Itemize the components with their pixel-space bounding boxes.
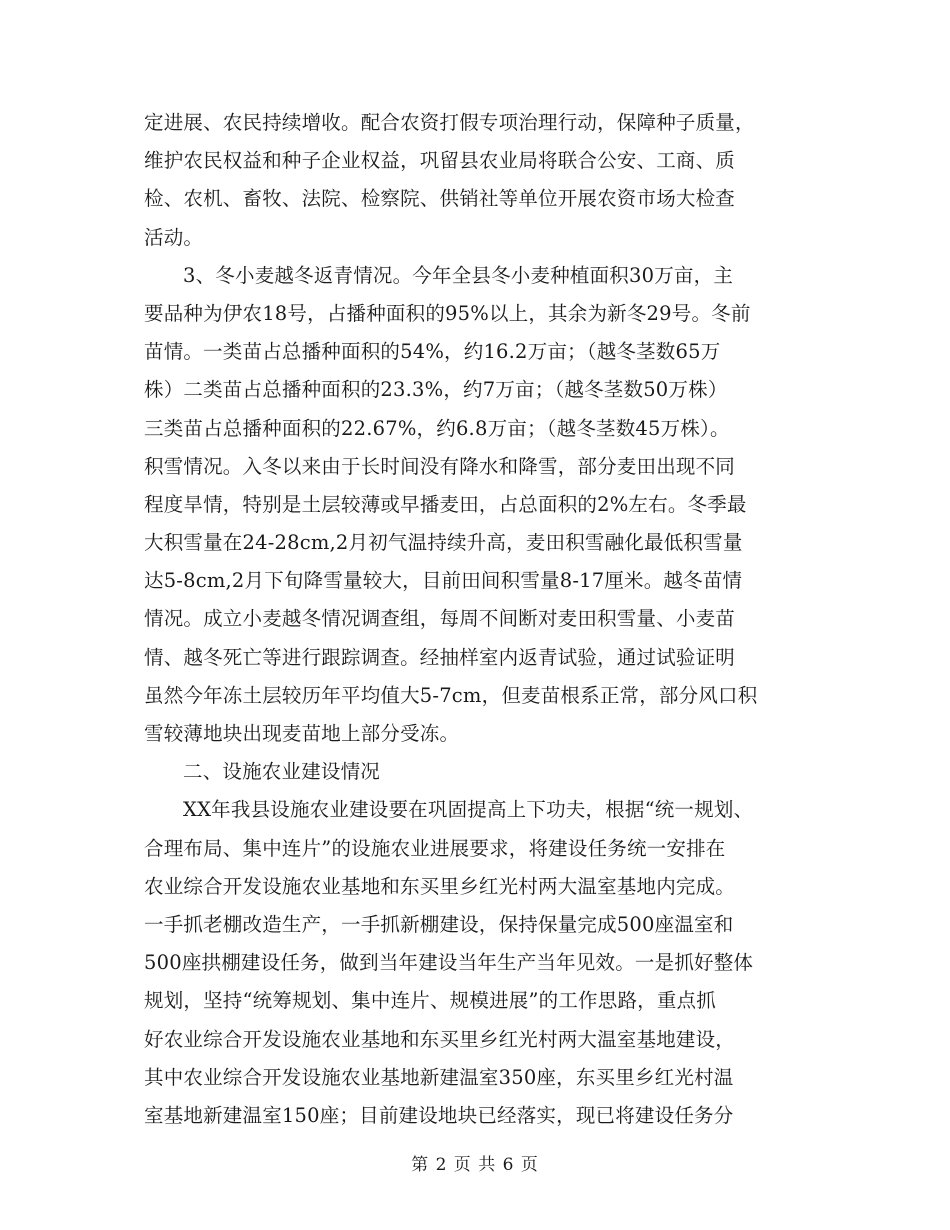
text-line: 要品种为伊农18号，占播种面积的95%以上，其余为新冬29号。冬前 <box>144 301 751 325</box>
text-line: 达5-8cm,2月下旬降雪量较大，目前田间积雪量8-17厘米。越冬苗情 <box>144 569 743 593</box>
section-heading: 二、设施农业建设情况 <box>183 760 381 784</box>
page-number-footer: 第 2 页 共 6 页 <box>411 1155 539 1175</box>
text-line: 三类苗占总播种面积的22.67%，约6.8万亩；（越冬茎数45万株）。 <box>144 416 730 440</box>
text-line: 其中农业综合开发设施农业基地新建温室350座，东买里乡红光村温 <box>144 1065 734 1089</box>
text-line: 大积雪量在24-28cm,2月初气温持续升高，麦田积雪融化最低积雪量 <box>144 531 743 555</box>
text-line: 雪较薄地块出现麦苗地上部分受冻。 <box>144 722 460 745</box>
text-line: 维护农民权益和种子企业权益，巩留县农业局将联合公安、工商、质 <box>144 149 736 173</box>
text-line: 苗情。一类苗占总播种面积的54%，约16.2万亩；（越冬茎数65万 <box>144 340 721 364</box>
paragraph-start-line: 3、冬小麦越冬返青情况。今年全县冬小麦种植面积30万亩，主 <box>183 263 734 287</box>
text-line: 检、农机、畜牧、法院、检察院、供销社等单位开展农资市场大检查 <box>144 187 736 211</box>
document-body <box>144 104 804 1135</box>
text-line: 好农业综合开发设施农业基地和东买里乡红光村两大温室基地建设， <box>144 1027 736 1051</box>
text-line: 一手抓老棚改造生产，一手抓新棚建设，保持保量完成500座温室和 <box>144 912 734 936</box>
text-line: 活动。 <box>144 225 204 249</box>
text-line: 室基地新建温室150座；目前建设地块已经落实，现已将建设任务分 <box>144 1103 734 1127</box>
text-line: 农业综合开发设施农业基地和东买里乡红光村两大温室基地内完成。 <box>144 874 736 898</box>
text-line: 情、越冬死亡等进行跟踪调查。经抽样室内返青试验，通过试验证明 <box>144 645 736 669</box>
text-line: 定进展、农民持续增收。配合农资打假专项治理行动，保障种子质量， <box>144 111 755 134</box>
text-line: 积雪情况。入冬以来由于长时间没有降水和降雪，部分麦田出现不同 <box>144 454 736 478</box>
text-line: 虽然今年冻土层较历年平均值大5-7cm，但麦苗根系正常，部分风口积 <box>144 683 758 707</box>
text-line: 500座拱棚建设任务，做到当年建设当年生产当年见效。一是抓好整体 <box>144 951 754 975</box>
text-line: 规划，坚持“统筹规划、集中连片、规模进展”的工作思路，重点抓 <box>144 989 716 1013</box>
text-line: 情况。成立小麦越冬情况调查组，每周不间断对麦田积雪量、小麦苗 <box>144 607 736 631</box>
text-line: 合理布局、集中连片”的设施农业进展要求，将建设任务统一安排在 <box>144 836 726 860</box>
text-line: 株）二类苗占总播种面积的23.3%，约7万亩；（越冬茎数50万株） <box>144 378 728 402</box>
paragraph-start-line: XX年我县设施农业建设要在巩固提高上下功夫，根据“统一规划、 <box>183 798 754 822</box>
text-line: 程度旱情，特别是土层较薄或早播麦田，占总面积的2%左右。冬季最 <box>144 492 747 516</box>
